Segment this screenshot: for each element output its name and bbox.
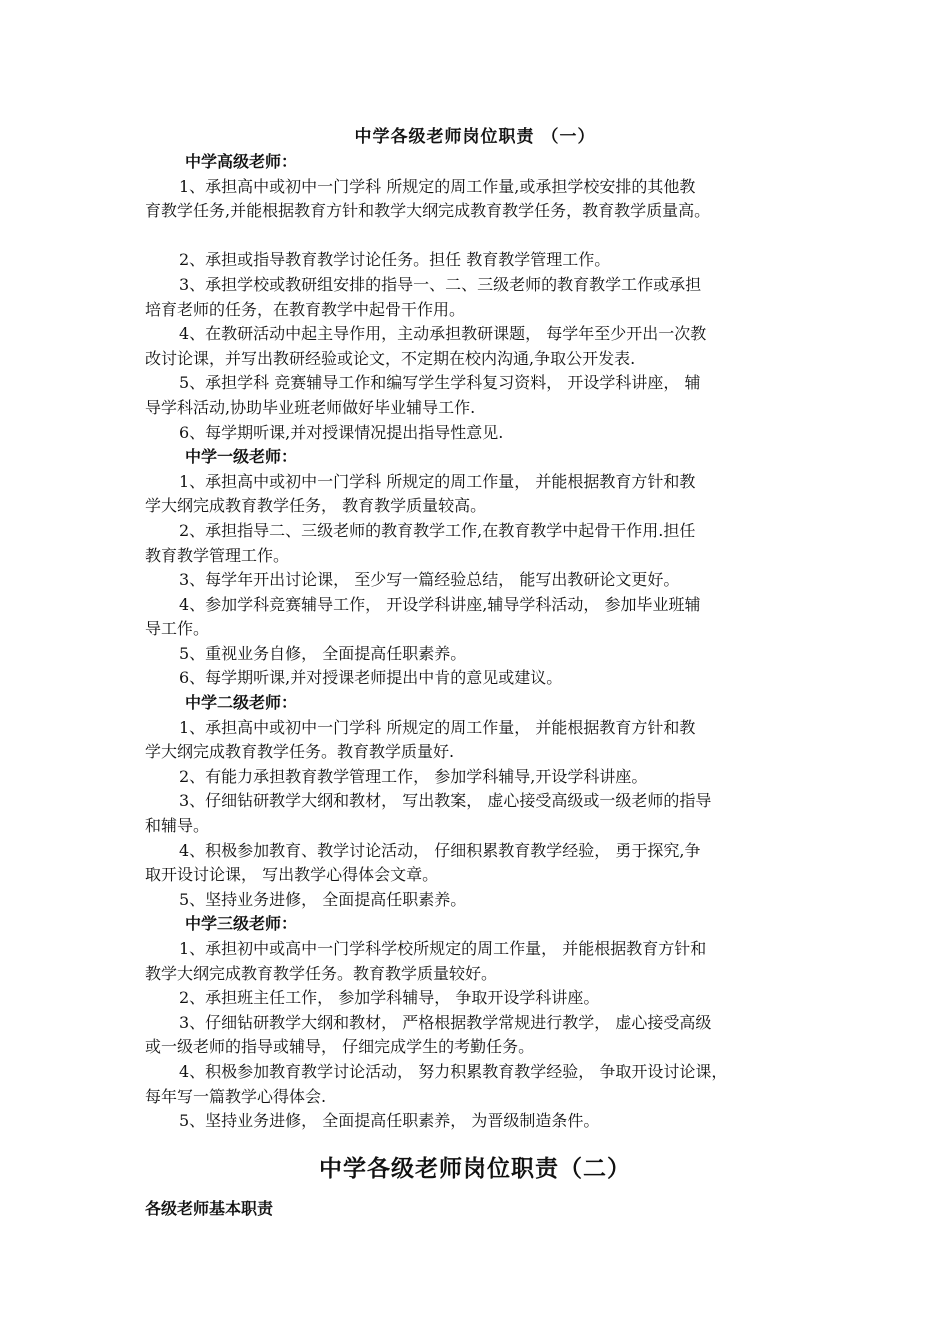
paragraph-line: 育教学任务,并能根据教育方针和教学大纲完成教育教学任务，教育教学质量高。 — [145, 201, 711, 221]
document-title-1: 中学各级老师岗位职责 （一） — [354, 127, 596, 147]
paragraph-line: 学大纲完成教育教学任务。教育教学质量好. — [145, 742, 455, 762]
paragraph-line: 1、承担高中或初中一门学科 所规定的周工作量， 并能根据教育方针和教 — [179, 717, 696, 737]
paragraph-line: 5、重视业务自修， 全面提高任职素养。 — [179, 643, 467, 663]
paragraph-line: 3、每学年开出讨论课， 至少写一篇经验总结， 能写出教研论文更好。 — [179, 570, 680, 590]
paragraph-line: 6、每学期听课,并对授课情况提出指导性意见. — [179, 422, 504, 442]
paragraph-line: 3、仔细钻研教学大纲和教材， 严格根据教学常规进行教学， 虚心接受高级 — [179, 1012, 712, 1032]
paragraph-line: 教育教学管理工作。 — [145, 545, 290, 565]
paragraph-line: 4、积极参加教育教学讨论活动， 努力积累教育教学经验， 争取开设讨论课， — [179, 1061, 728, 1081]
paragraph-line: 6、每学期听课,并对授课老师提出中肯的意见或建议。 — [179, 668, 563, 688]
paragraph-line: 5、承担学科 竞赛辅导工作和编写学生学科复习资料， 开设学科讲座， 辅 — [179, 373, 701, 393]
paragraph-line: 1、承担高中或初中一门学科 所规定的周工作量， 并能根据教育方针和教 — [179, 471, 696, 491]
paragraph-line: 1、承担高中或初中一门学科 所规定的周工作量,或承担学校安排的其他教 — [179, 176, 696, 196]
paragraph-line: 2、承担指导二、三级老师的教育教学工作,在教育教学中起骨干作用.担任 — [179, 520, 696, 540]
paragraph-line: 2、承担班主任工作， 参加学科辅导， 争取开设学科讲座。 — [179, 988, 600, 1008]
paragraph-line: 5、坚持业务进修， 全面提高任职素养。 — [179, 889, 467, 909]
paragraph-line: 教学大纲完成教育教学任务。教育教学质量较好。 — [145, 963, 498, 983]
paragraph-line: 或一级老师的指导或辅导， 仔细完成学生的考勤任务。 — [145, 1037, 535, 1057]
paragraph-line: 4、积极参加教育、教学讨论活动， 仔细积累教育教学经验， 勇于探究,争 — [179, 840, 701, 860]
section-heading-second-grade: 中学二级老师： — [185, 693, 298, 713]
paragraph-line: 培育老师的任务，在教育教学中起骨干作用。 — [145, 299, 466, 319]
paragraph-line: 5、坚持业务进修， 全面提高任职素养， 为晋级制造条件。 — [179, 1111, 600, 1131]
paragraph-line: 导学科活动,协助毕业班老师做好毕业辅导工作. — [145, 397, 476, 417]
paragraph-line: 学大纲完成教育教学任务， 教育教学质量较高。 — [145, 496, 487, 516]
paragraph-line: 每年写一篇教学心得体会. — [145, 1086, 327, 1106]
paragraph-line: 改讨论课，并写出教研经验或论文，不定期在校内沟通,争取公开发表. — [145, 348, 636, 368]
paragraph-line: 和辅导。 — [145, 816, 210, 836]
paragraph-line: 1、承担初中或高中一门学科学校所规定的周工作量， 并能根据教育方针和 — [179, 939, 707, 958]
section-heading-senior: 中学高级老师： — [185, 152, 298, 171]
section-heading-third-grade: 中学三级老师： — [185, 914, 298, 934]
paragraph-line: 2、有能力承担教育教学管理工作， 参加学科辅导,开设学科讲座。 — [179, 766, 648, 786]
paragraph-line: 2、承担或指导教育教学讨论任务。担任 教育教学管理工作。 — [179, 250, 611, 270]
paragraph-line: 3、仔细钻研教学大纲和教材， 写出教案， 虚心接受高级或一级老师的指导 — [179, 791, 712, 811]
paragraph-line: 4、参加学科竞赛辅导工作， 开设学科讲座,辅导学科活动， 参加毕业班辅 — [179, 594, 701, 614]
paragraph-line: 3、承担学校或教研组安排的指导一、二、三级老师的教育教学工作或承担 — [179, 274, 702, 294]
section-heading-first-grade: 中学一级老师： — [185, 447, 298, 467]
paragraph-line: 导工作。 — [145, 619, 210, 639]
document-title-2: 中学各级老师岗位职责（二） — [319, 1155, 631, 1182]
section-subtitle: 各级老师基本职责 — [145, 1199, 274, 1218]
blank-line — [145, 224, 817, 249]
paragraph-line: 取开设讨论课， 写出教学心得体会文章。 — [145, 865, 439, 885]
document-body — [145, 150, 817, 1134]
paragraph-line: 4、在教研活动中起主导作用，主动承担教研课题， 每学年至少开出一次教 — [179, 324, 707, 344]
